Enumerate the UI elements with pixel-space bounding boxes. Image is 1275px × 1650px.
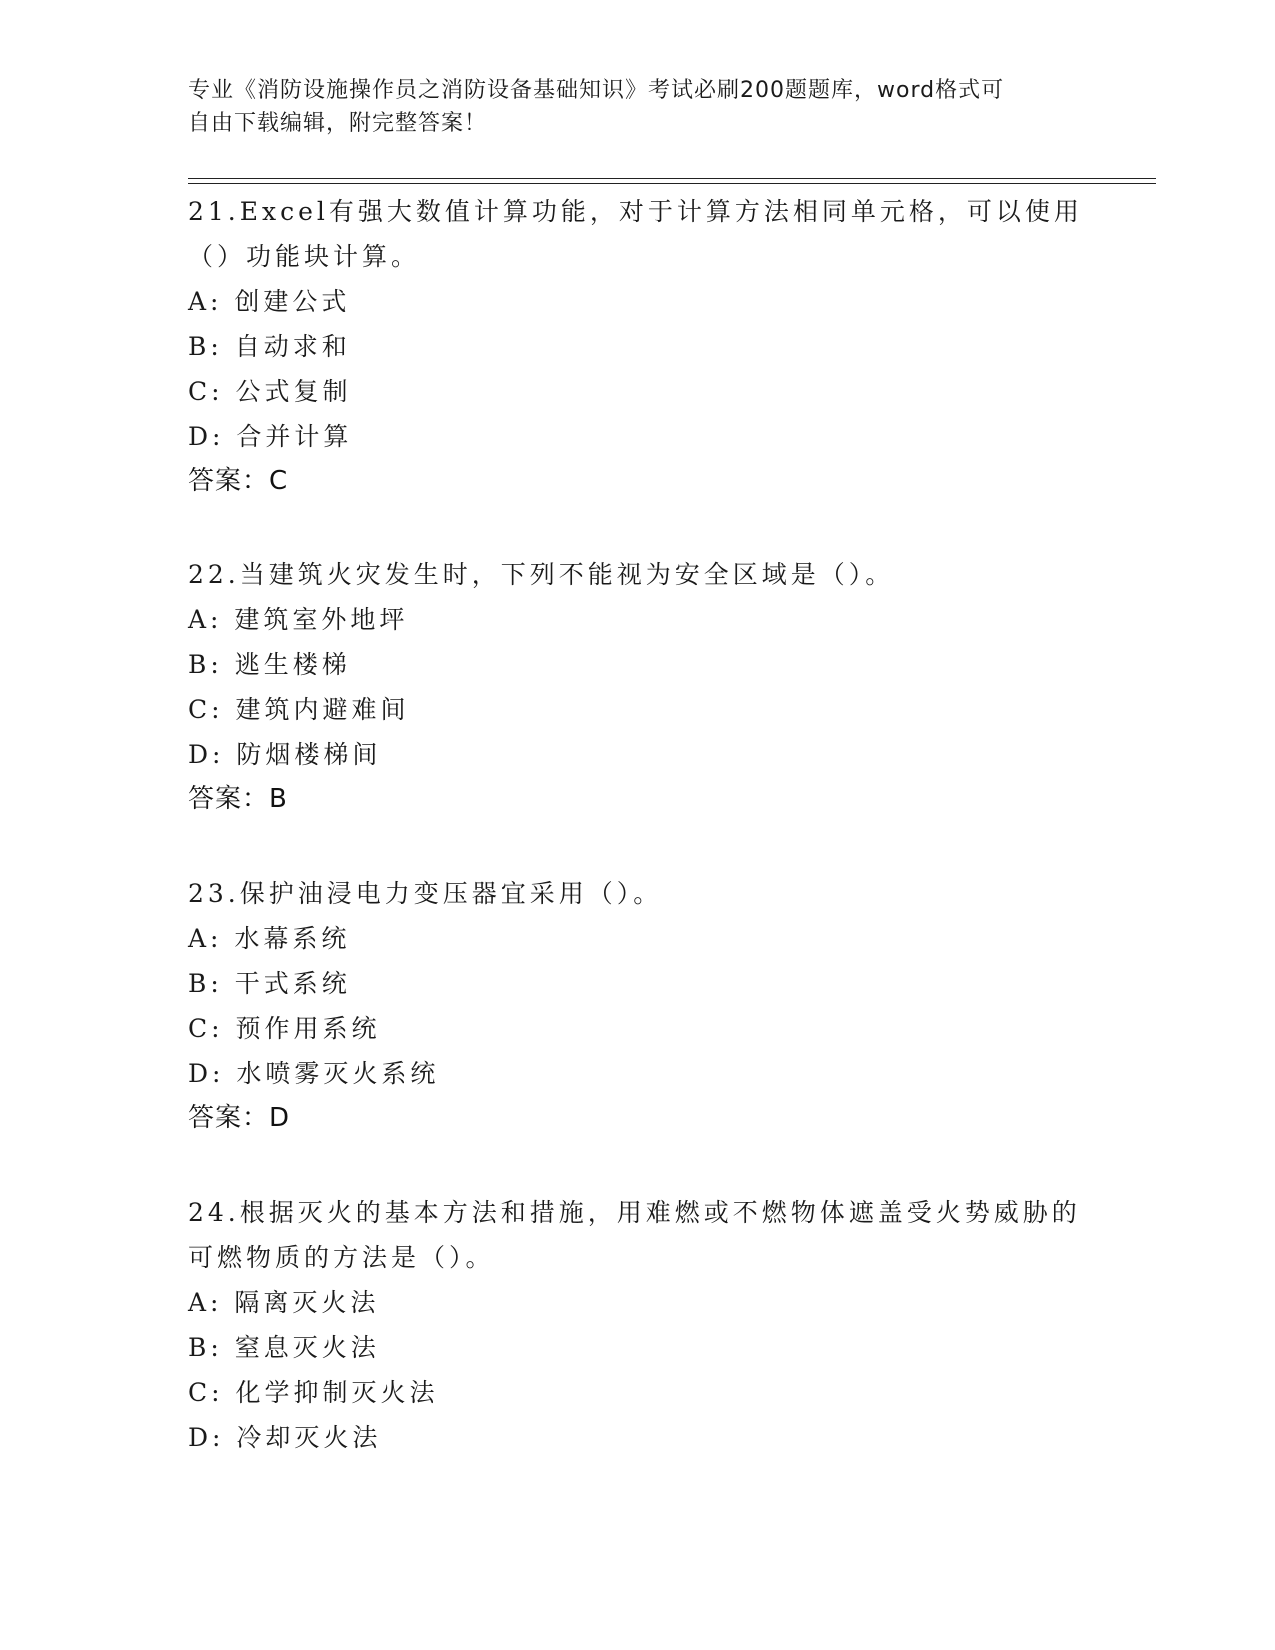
header-divider-bottom — [188, 183, 1156, 184]
option-c: C: 公式复制 — [188, 377, 352, 406]
question-24 — [188, 1190, 1088, 1460]
option-d: D: 合并计算 — [188, 422, 353, 451]
option-b: B: 自动求和 — [188, 332, 351, 361]
document-header — [188, 74, 1088, 140]
option-b: B: 窒息灭火法 — [188, 1333, 380, 1362]
answer-label: 答案：B — [188, 784, 288, 814]
question-stem-line-1: 21.Excel有强大数值计算功能，对于计算方法相同单元格，可以使用 — [188, 197, 1083, 226]
option-c: C: 预作用系统 — [188, 1014, 381, 1043]
option-d: D: 防烟楼梯间 — [188, 740, 382, 769]
answer-label: 答案：D — [188, 1103, 291, 1133]
question-21 — [188, 189, 1088, 504]
option-d: D: 冷却灭火法 — [188, 1423, 382, 1452]
option-b: B: 逃生楼梯 — [188, 650, 351, 679]
question-stem-line-1: 24.根据灭火的基本方法和措施，用难燃或不燃物体遮盖受火势威胁的 — [188, 1198, 1081, 1227]
answer-label: 答案：C — [188, 466, 289, 496]
question-stem-line-2: （）功能块计算。 — [188, 242, 421, 271]
option-a: A: 建筑室外地坪 — [188, 605, 409, 634]
option-c: C: 化学抑制灭火法 — [188, 1378, 439, 1407]
header-divider-top — [188, 178, 1156, 179]
option-a: A: 隔离灭火法 — [188, 1288, 380, 1317]
option-d: D: 水喷雾灭火系统 — [188, 1059, 440, 1088]
question-23 — [188, 871, 1088, 1141]
option-c: C: 建筑内避难间 — [188, 695, 410, 724]
option-a: A: 创建公式 — [188, 287, 351, 316]
header-line-2: 自由下载编辑，附完整答案！ — [188, 111, 488, 136]
header-line-1: 专业《消防设施操作员之消防设备基础知识》考试必刷200题题库，word格式可 — [188, 78, 1005, 103]
question-stem-line-2: 可燃物质的方法是（）。 — [188, 1243, 495, 1272]
question-22 — [188, 552, 1088, 822]
option-b: B: 干式系统 — [188, 969, 351, 998]
question-stem-line-1: 22.当建筑火灾发生时，下列不能视为安全区域是（）。 — [188, 560, 895, 589]
option-a: A: 水幕系统 — [188, 924, 351, 953]
question-stem-line-1: 23.保护油浸电力变压器宜采用（）。 — [188, 879, 663, 908]
